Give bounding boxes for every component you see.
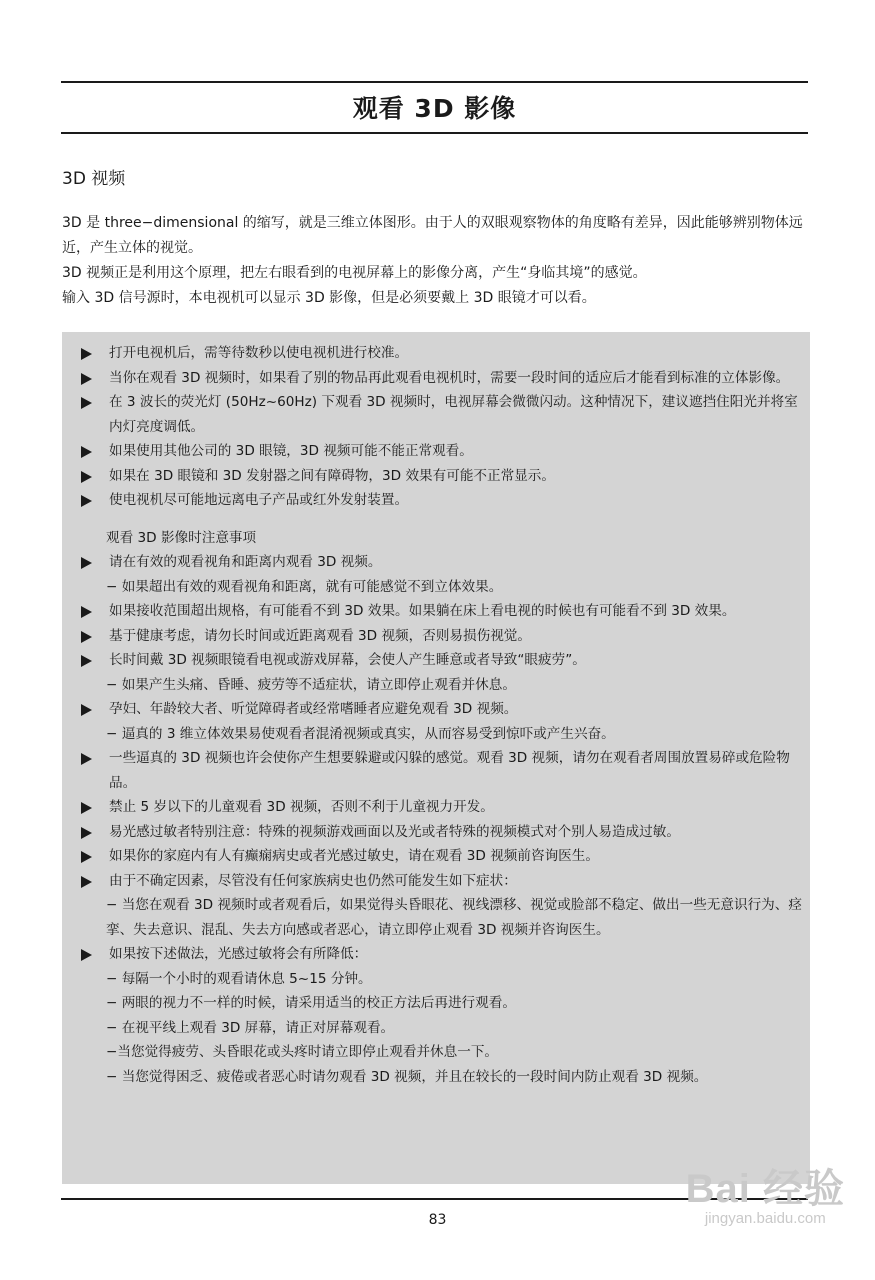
arrow-bullet-icon [81,802,92,814]
watermark-url: jingyan.baidu.com [704,1210,826,1227]
bullet-item [81,746,805,795]
page-number: 83 [428,1212,447,1228]
arrow-bullet-icon [81,495,92,507]
arrow-bullet-icon [81,557,92,569]
arrow-bullet-icon [81,631,92,643]
intro-paragraph: 输入 3D 信号源时，本电视机可以显示 3D 影像，但是必须要戴上 3D 眼镜才可以看。 [62,290,596,306]
bullet-item [81,820,805,845]
arrow-bullet-icon [81,949,92,961]
bullet-text: 如果你的家庭内有人有癫痫病史或者光感过敏史，请在观看 3D 视频前咨询医生。 [109,848,599,864]
intro-paragraph: 3D 视频正是利用这个原理，把左右眼看到的电视屏幕上的影像分离，产生“身临其境”的感觉。 [62,265,647,281]
watermark-logo-text: Bai 经验 [685,1167,845,1211]
sub-item: − 逼真的 3 维立体效果易使观看者混淆视频或真实，从而容易受到惊吓或产生兴奋。 [106,725,615,742]
sub-item: − 两眼的视力不一样的时候，请采用适当的校正方法后再进行观看。 [106,995,516,1011]
arrow-bullet-icon [81,655,92,667]
arrow-bullet-icon [81,446,92,458]
bullet-text: 基于健康考虑，请勿长时间或近距离观看 3D 视频，否则易损伤视觉。 [109,627,531,644]
bullet-item [81,697,805,722]
bullet-item [81,341,805,366]
bullet-item [81,366,805,391]
bullet-text: 一些逼真的 3D 视频也许会使你产生想要躲避或闪躲的感觉。观看 3D 视频，请勿在观看者周围放置易碎或危险物品。 [109,750,790,791]
sub-item: − 当您觉得困乏、疲倦或者恶心时请勿观看 3D 视频，并且在较长的一段时间内防止观看 3D 视频。 [106,1068,708,1085]
bullet-text: 如果按下述做法，光感过敏将会有所降低： [109,946,368,962]
arrow-bullet-icon [81,851,92,863]
bullet-item [81,464,805,489]
arrow-bullet-icon [81,753,92,765]
sub-item: − 在视平线上观看 3D 屏幕，请正对屏幕观看。 [106,1019,395,1036]
bullet-item [81,390,805,439]
bullet-text: 孕妇、年龄较大者、听觉障碍者或经常嗜睡者应避免观看 3D 视频。 [109,701,518,717]
title-rule [61,132,808,134]
bullet-text: 如果接收范围超出规格，有可能看不到 3D 效果。如果躺在床上看电视的时候也有可能看不到 3D 效果。 [109,603,736,619]
bullet-item [81,624,805,649]
bullet-item [81,844,805,869]
sub-item: − 每隔一个小时的观看请休息 5~15 分钟。 [106,970,372,987]
bullet-item [81,439,805,464]
bullet-item [81,599,805,624]
bullet-text: 易光感过敏者特别注意：特殊的视频游戏画面以及光或者特殊的视频模式对个别人易造成过敏。 [109,823,680,840]
bullet-text: 如果使用其他公司的 3D 眼镜，3D 视频可能不能正常观看。 [109,443,473,459]
bullet-item [81,942,805,967]
sub-item: − 当您在观看 3D 视频时或者观看后，如果觉得头昏眼花、视线漂移、视觉或脸部不稳定、做出一些无意识行为、痉挛、失去意识、混乱、失去方向感或者恶心，请立即停止观看 3D 视频并咨询医生。 [106,897,802,938]
bullet-item [81,550,805,575]
arrow-bullet-icon [81,827,92,839]
bullet-item [81,795,805,820]
bullet-text: 当你在观看 3D 视频时，如果看了别的物品再此观看电视机时，需要一段时间的适应后才能看到标准的立体影像。 [109,369,790,386]
top-rule [61,81,808,83]
bullet-text: 打开电视机后，需等待数秒以使电视机进行校准。 [109,345,409,361]
bullet-item [81,488,805,513]
bullet-text: 由于不确定因素，尽管没有任何家族病史也仍然可能发生如下症状： [109,872,517,889]
bullet-text: 请在有效的观看视角和距离内观看 3D 视频。 [109,554,382,570]
precautions-heading: 观看 3D 影像时注意事项 [106,529,257,546]
bullet-item [81,869,805,894]
arrow-bullet-icon [81,606,92,618]
bullet-text: 如果在 3D 眼镜和 3D 发射器之间有障碍物，3D 效果有可能不正常显示。 [109,467,555,484]
bullet-text: 使电视机尽可能地远离电子产品或红外发射装置。 [109,492,409,508]
arrow-bullet-icon [81,876,92,888]
bullet-text: 禁止 5 岁以下的儿童观看 3D 视频，否则不利于儿童视力开发。 [109,799,494,815]
page-title: 观看 3D 影像 [352,94,517,123]
notice-list [81,341,805,1089]
bullet-text: 在 3 波长的荧光灯 (50Hz~60Hz) 下观看 3D 视频时，电视屏幕会微微闪动。这种情况下，建议遮挡住阳光并将室内灯亮度调低。 [109,394,798,435]
watermark-logo [686,1157,845,1214]
arrow-bullet-icon [81,704,92,716]
arrow-bullet-icon [81,471,92,483]
watermark [686,1157,845,1227]
arrow-bullet-icon [81,373,92,385]
arrow-bullet-icon [81,348,92,360]
section-heading: 3D 视频 [62,169,126,189]
notice-panel [62,332,810,1184]
sub-item: − 如果超出有效的观看视角和距离，就有可能感觉不到立体效果。 [106,578,503,595]
bullet-text: 长时间戴 3D 视频眼镜看电视或游戏屏幕，会使人产生睡意或者导致“眼疲劳”。 [109,652,586,668]
intro-text [62,211,812,311]
intro-paragraph: 3D 是 three−dimensional 的缩写，就是三维立体图形。由于人的双眼观察物体的角度略有差异，因此能够辨别物体远近，产生立体的视觉。 [62,215,803,256]
sub-item: − 如果产生头痛、昏睡、疲劳等不适症状，请立即停止观看并休息。 [106,676,516,693]
bullet-item [81,648,805,673]
sub-item: −当您觉得疲劳、头昏眼花或头疼时请立即停止观看并休息一下。 [106,1044,499,1060]
arrow-bullet-icon [81,397,92,409]
